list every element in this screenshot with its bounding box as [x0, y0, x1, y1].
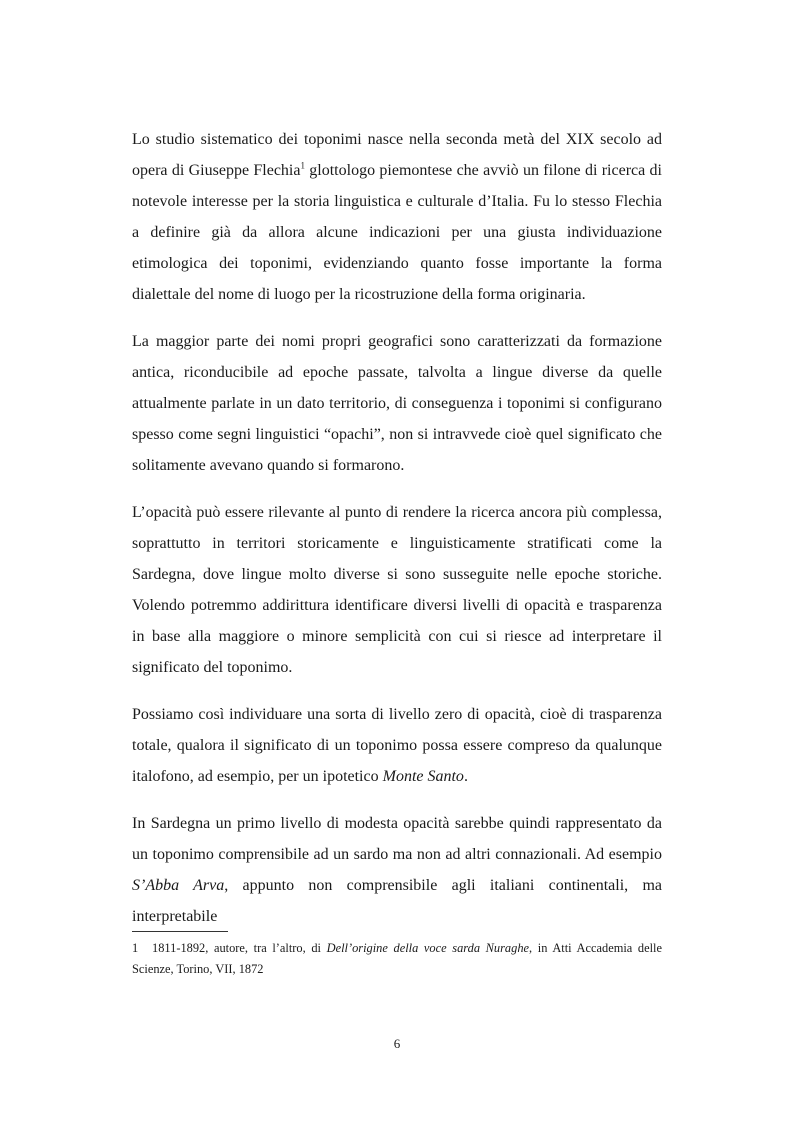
footnote: 1 1811-1892, autore, tra l’altro, di Dell’origine della voce sarda Nuraghe, in Atti Accademia delle Scienze, Torino, VII, 1872 — [132, 938, 662, 980]
italic-example: S’Abba Arva — [132, 877, 225, 894]
footnote-number: 1 — [132, 941, 139, 955]
page-number: 6 — [393, 1036, 401, 1051]
paragraph-2: La maggior parte dei nomi propri geografici sono caratterizzati da formazione antica, riconducibile ad epoche passate, talvolta a lingue diverse da quelle attualmente parlate in un dato territorio, di conseguenza i toponimi si configurano spesso come segni linguistici “opachi”, non si intravvede cioè quel significato che solitamente avevano quando si formarono. — [132, 333, 662, 474]
italic-example: Monte Santo — [382, 768, 464, 785]
footnote-divider — [132, 931, 228, 932]
footnote-reference[interactable]: 1 — [300, 160, 305, 171]
paragraph-1: Lo studio sistematico dei toponimi nasce nella seconda metà del XIX secolo ad opera di Giuseppe Flechia$^1$ glottologo piemontese che avviò un filone di ricerca di notevole interesse per la storia linguistica e culturale d’Italia. Fu lo stesso Flechia a definire già da allora alcune indicazioni per una giusta individuazione etimologica dei toponimi, evidenziando quanto fosse importante la forma dialettale del nome di luogo per la ricostruzione della forma originaria. — [132, 131, 662, 303]
paragraph-5: In Sardegna un primo livello di modesta opacità sarebbe quindi rappresentato da un toponimo comprensibile ad un sardo ma non ad altri connazionali. Ad esempio S’Abba Arva, appunto non comprensibile agli italiani continentali, ma interpretabile — [132, 815, 662, 925]
body-text — [132, 124, 662, 948]
paragraph-4: Possiamo così individuare una sorta di livello zero di opacità, cioè di trasparenza totale, qualora il significato di un toponimo possa essere compreso da qualunque italofono, ad esempio, per un ipotetico Monte Santo. — [132, 706, 662, 785]
paragraph-3: L’opacità può essere rilevante al punto di rendere la ricerca ancora più complessa, soprattutto in territori storicamente e linguisticamente stratificati come la Sardegna, dove lingue molto diverse si sono susseguite nelle epoche storiche. Volendo potremmo addirittura identificare diversi livelli di opacità e trasparenza in base alla maggiore o minore semplicità con cui si riesce ad interpretare il significato del toponimo. — [132, 504, 662, 676]
footnote-title: Dell’origine della voce sarda Nuraghe — [326, 941, 530, 955]
